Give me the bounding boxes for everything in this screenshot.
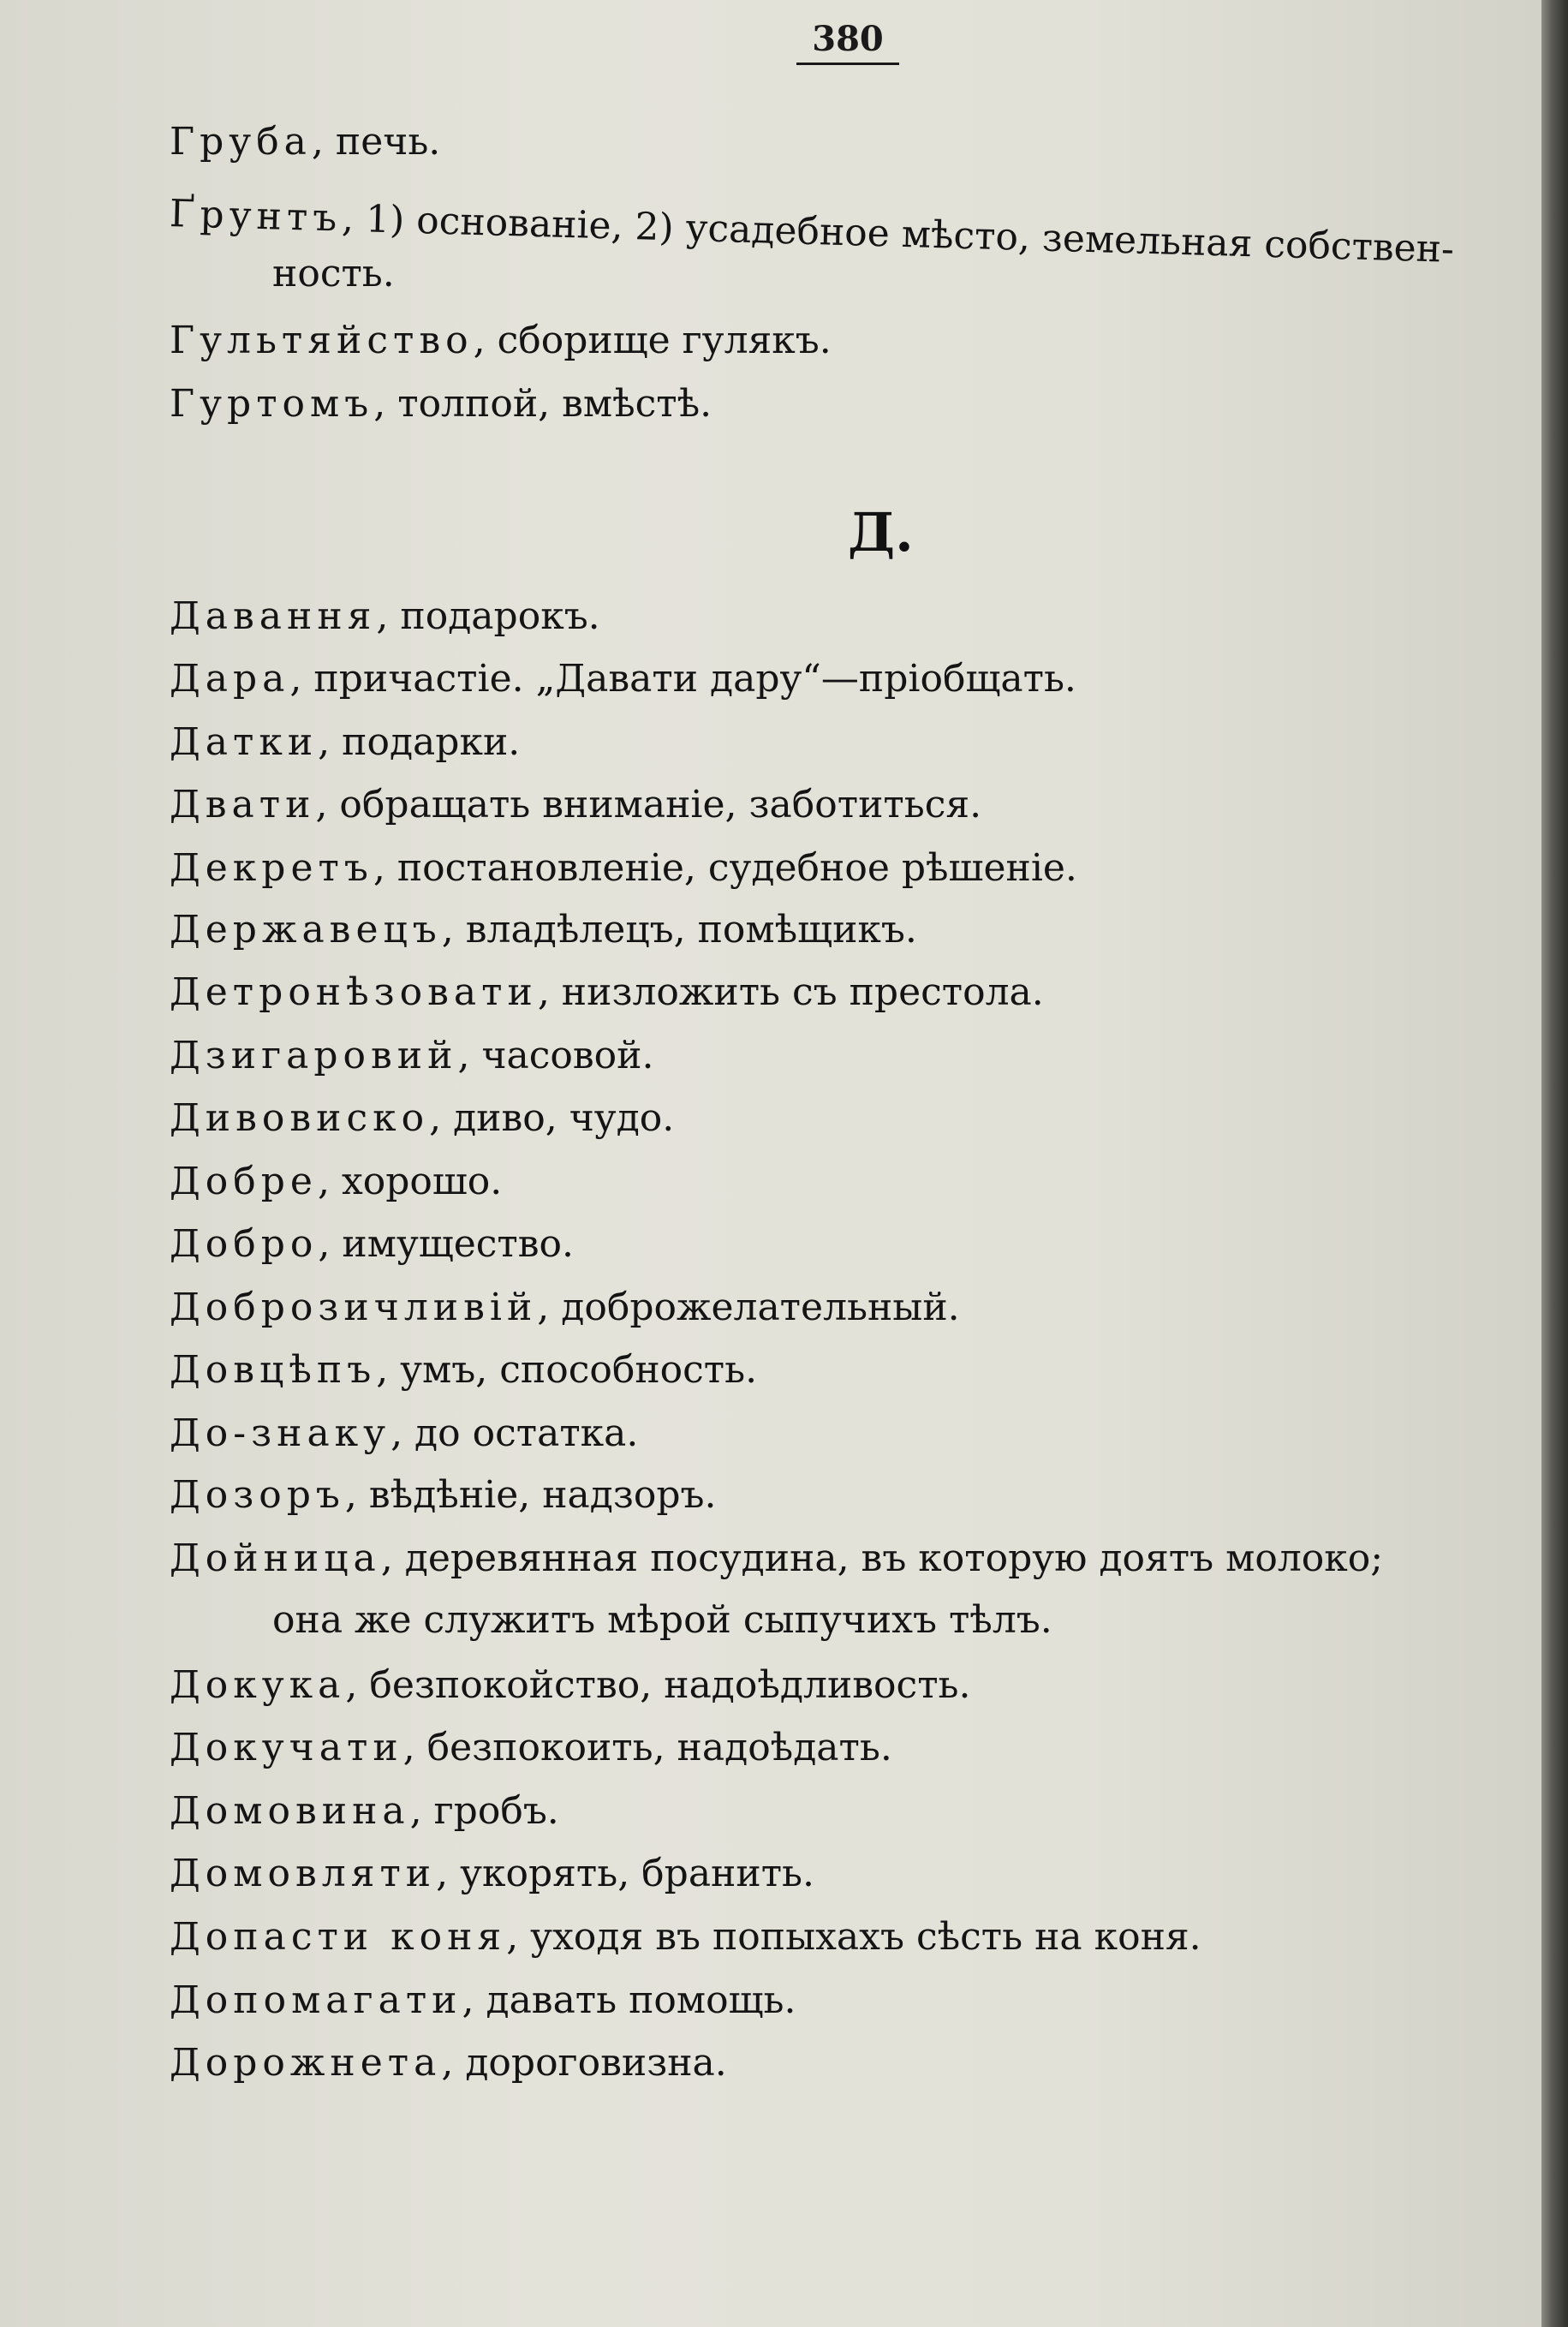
definition: , хорошо. — [317, 1160, 503, 1203]
definition: , безпокоить, надоѣдать. — [402, 1726, 892, 1769]
definition: , гробъ. — [409, 1789, 559, 1833]
entry — [170, 1471, 717, 1519]
headword: Декретъ — [170, 846, 373, 890]
definition: , печь. — [311, 120, 441, 164]
headword: Детронѣзовати — [170, 970, 538, 1014]
entry — [170, 1410, 638, 1458]
definition: , сборище гулякъ. — [473, 319, 832, 362]
headword: Докука — [170, 1663, 346, 1707]
definition: , до остатка. — [391, 1411, 639, 1455]
definition: , постановленіе, судебное рѣшеніе. — [373, 846, 1077, 890]
entry — [170, 1662, 970, 1709]
headword: Докучати — [170, 1726, 403, 1769]
definition: , владѣлецъ, помѣщикъ. — [441, 908, 917, 952]
headword: Домовляти — [170, 1852, 437, 1895]
definition: , причастіе. „Давати дару“—пріобщать. — [289, 657, 1076, 701]
headword: Дорожнета — [170, 2041, 442, 2085]
definition: , подарокъ. — [376, 594, 600, 638]
headword: Гультяйство — [170, 319, 474, 362]
entry — [170, 1284, 960, 1332]
headword: Дойница — [170, 1536, 381, 1580]
entry — [170, 593, 600, 641]
entry — [170, 2039, 727, 2087]
entry — [170, 1220, 574, 1268]
headword: Державецъ — [170, 908, 442, 952]
headword: Добро — [170, 1222, 319, 1266]
headword: Доброзичливій — [170, 1286, 538, 1329]
entry — [170, 1535, 1383, 1583]
definition: , доброжелательный. — [537, 1286, 960, 1329]
definition: , подарки. — [318, 720, 521, 764]
definition: , диво, чудо. — [429, 1096, 675, 1140]
headword: Гуртомъ — [170, 382, 374, 426]
definition: , толпой, вмѣстѣ. — [373, 382, 712, 426]
headword: Дивовиско — [170, 1096, 430, 1140]
entry — [170, 1158, 502, 1206]
definition: , укорять, бранить. — [436, 1852, 814, 1895]
definition: , вѣдѣніе, надзоръ. — [344, 1473, 717, 1517]
definition: , умъ, способность. — [376, 1348, 758, 1392]
headword: До-знаку — [170, 1411, 391, 1455]
page-number: 380 — [796, 19, 899, 65]
entry — [170, 655, 1076, 703]
entry — [170, 1346, 757, 1394]
headword: Ґрунтъ — [169, 192, 343, 241]
definition: , деревянная посудина, въ которую доятъ молоко; — [380, 1536, 1384, 1580]
definition: , дороговизна. — [441, 2041, 727, 2085]
definition: , уходя въ попыхахъ сѣсть на коня. — [506, 1915, 1201, 1959]
headword: Дзигаровий — [170, 1034, 458, 1077]
definition: , давать помощь. — [462, 1978, 796, 2022]
entry — [170, 1724, 892, 1772]
entry — [170, 1032, 653, 1080]
entry — [170, 1095, 674, 1143]
headword: Добре — [170, 1160, 318, 1203]
definition: она же служитъ мѣрой сыпучихъ тѣлъ. — [272, 1598, 1052, 1642]
entry — [170, 969, 1044, 1017]
definition: , обращать вниманіе, заботиться. — [315, 783, 982, 826]
headword: Дара — [170, 657, 290, 701]
entry — [170, 1977, 796, 2025]
entry — [170, 844, 1077, 892]
definition: ность. — [272, 252, 395, 295]
entry — [170, 1850, 814, 1898]
headword: Дозоръ — [170, 1473, 345, 1517]
entry-continuation — [272, 1596, 1052, 1644]
entry — [170, 1913, 1201, 1961]
headword: Груба — [170, 120, 312, 164]
headword: Допомагати — [170, 1978, 462, 2022]
headword: Давання — [170, 594, 377, 638]
entry — [170, 719, 520, 767]
headword: Датки — [170, 720, 319, 764]
headword: Домовина — [170, 1789, 410, 1833]
entry — [170, 781, 981, 829]
definition: , безпокойство, надоѣдливость. — [345, 1663, 971, 1707]
entry — [170, 1787, 559, 1835]
headword: Довцѣпъ — [170, 1348, 377, 1392]
definition: , 1) основаніе, 2) усадебное мѣсто, земельная собствен- — [341, 196, 1455, 271]
definition: , низложить съ престола. — [537, 970, 1044, 1014]
entry — [170, 906, 917, 954]
headword: Двати — [170, 783, 316, 826]
definition: , часовой. — [457, 1034, 654, 1077]
page-edge-shadow — [1541, 0, 1568, 2327]
definition: , имущество. — [318, 1222, 575, 1266]
headword: Допасти коня — [170, 1915, 507, 1959]
section-letter-heading: Д. — [848, 501, 914, 564]
